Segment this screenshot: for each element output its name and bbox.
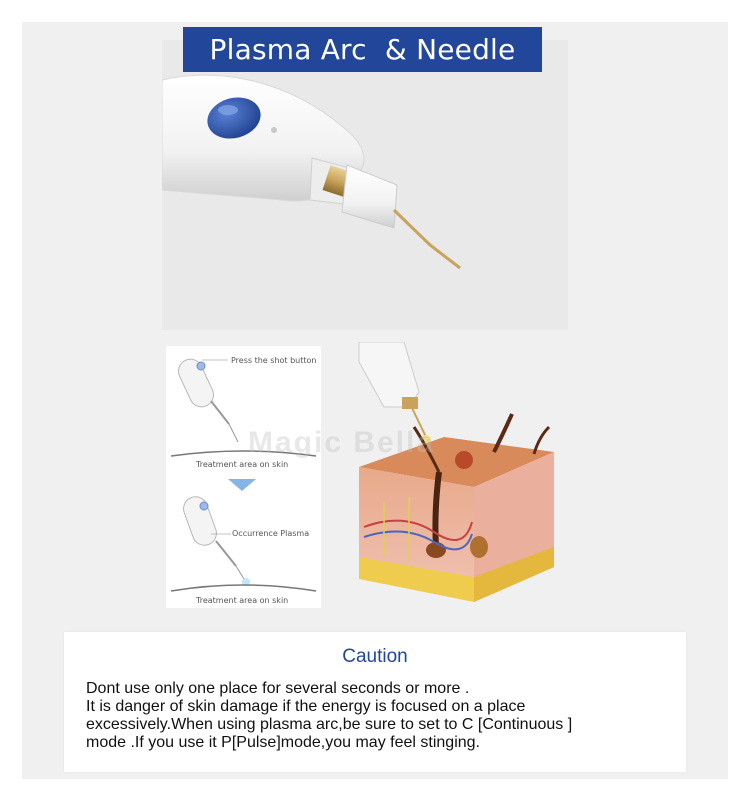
caution-text: [86, 680, 676, 752]
step-2-area-label: Treatment area on skin: [196, 596, 289, 605]
plasma-pen-photo: [162, 40, 568, 330]
caution-line: Dont use only one place for several seconds or more .: [86, 680, 470, 697]
caution-title: Caution: [342, 646, 408, 667]
page-title: Plasma Arc & Needle: [183, 27, 542, 72]
pen-step-1-icon: [175, 355, 238, 442]
caution-panel: [64, 632, 686, 772]
caution-line: mode .If you use it P[Pulse]mode,you may feel stinging.: [86, 734, 480, 751]
down-arrow-icon: [228, 479, 256, 491]
usage-diagram: [166, 346, 321, 608]
pen-step-2-icon: [180, 493, 250, 586]
skin-cross-section-image: [344, 342, 562, 612]
step-1-label: Press the shot button: [231, 356, 317, 365]
watermark: Magic Bella: [248, 426, 436, 459]
caution-line: excessively.When using plasma arc,be sure to set to C [Continuous ]: [86, 716, 573, 733]
step-1-area-label: Treatment area on skin: [196, 460, 289, 469]
step-2-label: Occurrence Plasma: [232, 529, 310, 538]
caution-line: It is danger of skin damage if the energy is focused on a place: [86, 698, 526, 715]
